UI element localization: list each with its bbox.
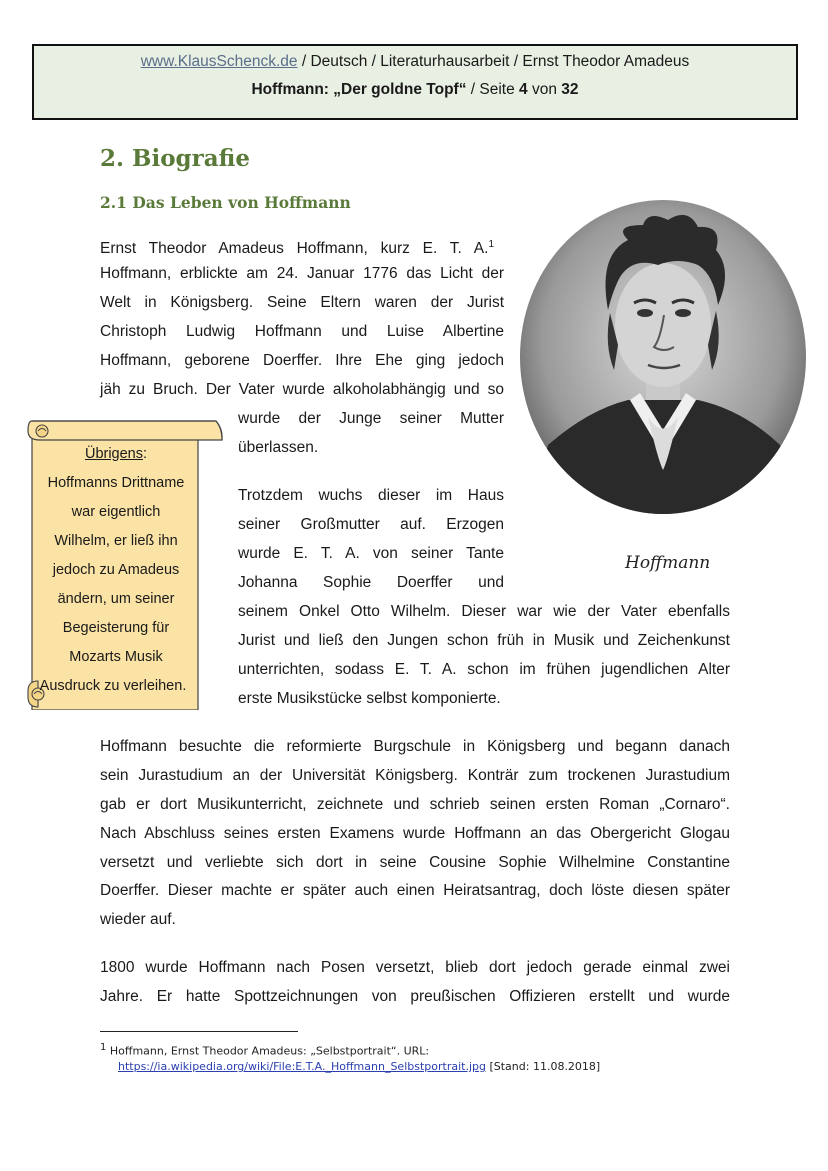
para3-line: gab er dort Musikunterricht, zeichnete und schrieb seinen ersten Roman „Cornaro“.: [100, 796, 730, 813]
document-title: Hoffmann: „Der goldne Topf“: [251, 81, 467, 98]
para3-line: versetzt und verliebte sich dort in seine Cousine Sophie Wilhelmine Constantine: [100, 854, 730, 871]
footnote-date: [Stand: 11.08.2018]: [485, 1060, 601, 1073]
para3-line: Hoffmann besuchte die reformierte Burgschule in Königsberg und begann danach: [100, 738, 730, 755]
footnote: [100, 1042, 429, 1058]
site-link[interactable]: www.KlausSchenck.de: [140, 53, 298, 70]
para1-line: Hoffmann, geborene Doerffer. Ihre Ehe ging jedoch: [100, 352, 504, 369]
page-of: von: [527, 81, 562, 98]
subsection-title: 2.1 Das Leben von Hoffmann: [100, 193, 351, 212]
para2-line: Johanna Sophie Doerffer und: [238, 574, 504, 591]
sidebar-title: Übrigens:: [84, 446, 148, 462]
para2-line: unterrichten, sodass E. T. A. schon im frühen jugendlichen Alter: [238, 661, 730, 678]
para2-line: erste Musikstücke selbst komponierte.: [238, 690, 501, 707]
sidebar-line: war eigentlich: [71, 504, 161, 520]
para3-line: Nach Abschluss seines ersten Examens wurde Hoffmann an das Obergericht Glogau: [100, 825, 730, 842]
para1-line: wurde der Junge seiner Mutter: [238, 410, 504, 427]
page-total: 32: [561, 81, 579, 98]
para2-line: Jurist und ließ den Jungen schon früh in Musik und Zeichenkunst: [238, 632, 730, 649]
page-number: 4: [519, 81, 528, 98]
footnote-link[interactable]: https://ia.wikipedia.org/wiki/File:E.T.A._Hoffmann_Selbstportrait.jpg: [118, 1060, 486, 1073]
section-title: 2. Biografie: [100, 145, 250, 172]
sidebar-line: Mozarts Musik: [69, 649, 163, 665]
page-label: / Seite: [466, 81, 520, 98]
para1-line: überlassen.: [238, 439, 319, 456]
header-line-1: [34, 53, 796, 71]
sidebar-line: Hoffmanns Drittname: [47, 475, 185, 491]
para3-line: wieder auf.: [100, 911, 176, 928]
para1-line: Ernst Theodor Amadeus Hoffmann, kurz E. T. A.$^1$: [100, 239, 494, 258]
para4-line: Jahre. Er hatte Spottzeichnungen von preußischen Offizieren erstellt und wurde: [100, 988, 730, 1005]
header-line-2: [34, 81, 796, 99]
sidebar-line: Begeisterung für: [62, 620, 170, 636]
portrait-image: [518, 195, 808, 515]
para3-line: Doerffer. Dieser machte er später auch einen Heiratsantrag, doch löste diesen später: [100, 882, 730, 899]
para1-line: Christoph Ludwig Hoffmann und Luise Albertine: [100, 323, 504, 340]
para2-line: Trotzdem wuchs dieser im Haus: [238, 487, 504, 504]
para2-line: seiner Großmutter auf. Erzogen: [238, 516, 504, 533]
sidebar-line: Ausdruck zu verleihen.: [39, 678, 187, 694]
breadcrumb: / Deutsch / Literaturhausarbeit / Ernst Theodor Amadeus: [297, 53, 690, 70]
para1-line: Hoffmann, erblickte am 24. Januar 1776 das Licht der: [100, 265, 504, 282]
sidebar-line: jedoch zu Amadeus: [52, 562, 180, 578]
para4-line: 1800 wurde Hoffmann nach Posen versetzt, blieb dort jedoch gerade einmal zwei: [100, 959, 730, 976]
para1-line: Welt in Königsberg. Seine Eltern waren der Jurist: [100, 294, 504, 311]
signature-image: Hoffmann: [625, 553, 711, 573]
footnote-rule: [100, 1031, 298, 1032]
para2-line: wurde E. T. A. von seiner Tante: [238, 545, 504, 562]
sidebar-note: [36, 440, 196, 701]
sidebar-line: Wilhelm, er ließ ihn: [54, 533, 178, 549]
para1-line: jäh zu Bruch. Der Vater wurde alkoholabhängig und so: [100, 381, 504, 398]
sidebar-line: ändern, um seiner: [57, 591, 175, 607]
page-header: [32, 44, 798, 120]
footnote-ref[interactable]: 1: [488, 239, 494, 250]
para3-line: sein Jurastudium an der Universität Königsberg. Konträr zum trockenen Jurastudium: [100, 767, 730, 784]
footnote-number: 1: [100, 1042, 107, 1053]
para2-line: seinem Onkel Otto Wilhelm. Dieser war wie der Vater ebenfalls: [238, 603, 730, 620]
footnote-text: Hoffmann, Ernst Theodor Amadeus: „Selbstportrait“. URL:: [106, 1044, 430, 1058]
footnote-url-line: [118, 1060, 600, 1073]
